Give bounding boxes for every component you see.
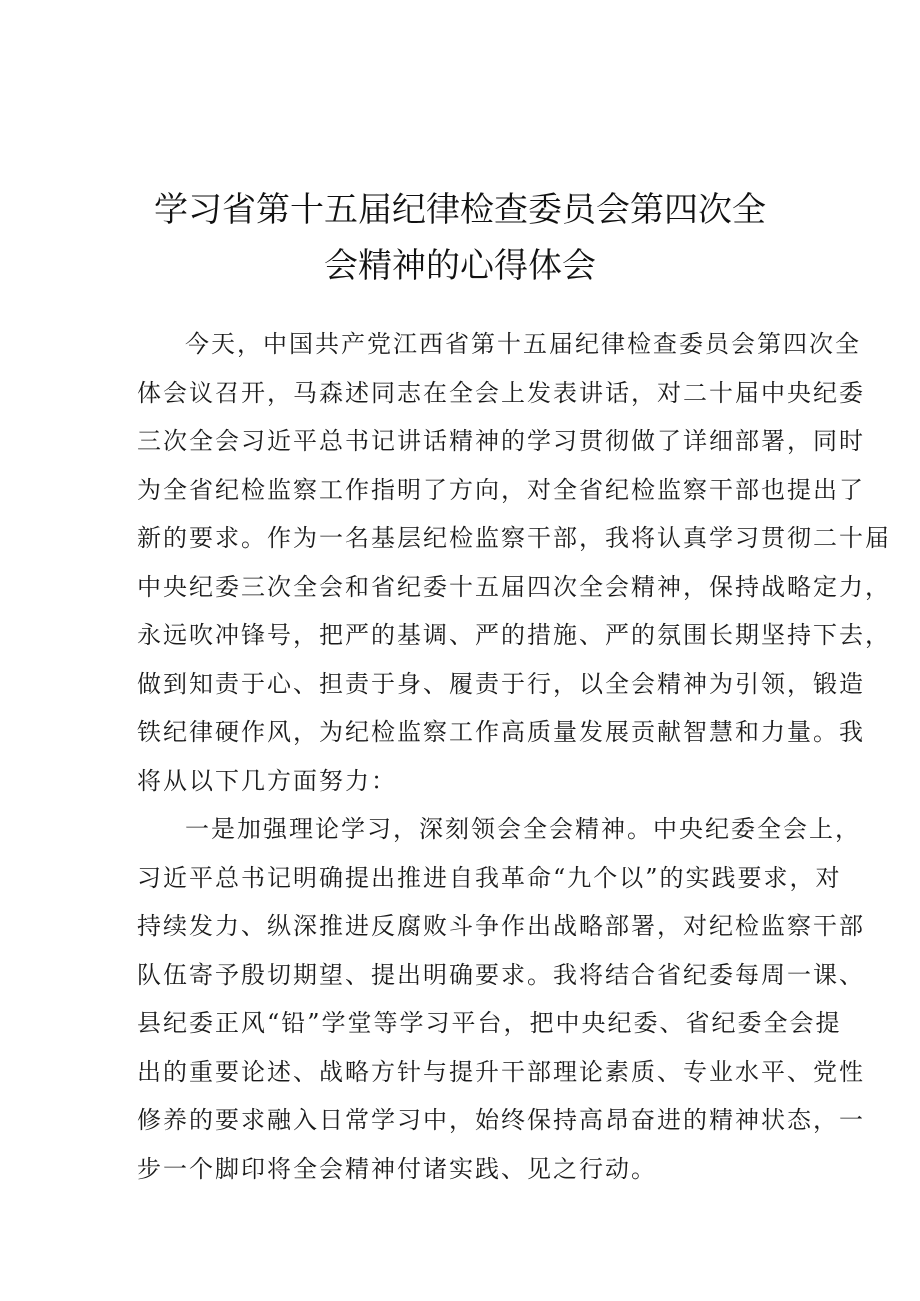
text-line: 中央纪委三次全会和省纪委十五届四次全会精神，保持战略定力， (137, 572, 891, 601)
text-line: 为全省纪检监察工作指明了方向，对全省纪检监察干部也提出了 (137, 475, 865, 504)
text-line: 铁纪律硬作风，为纪检监察工作高质量发展贡献智慧和力量。我 (137, 718, 865, 746)
text-line: 将从以下几方面努力： (137, 766, 397, 795)
document-title (120, 182, 800, 294)
paragraph-point-one (137, 805, 865, 1193)
text-line: 步一个脚印将全会精神付诸实践、见之行动。 (137, 1154, 657, 1183)
text-line: 做到知责于心、担责于身、履责于行，以全会精神为引领，锻造 (137, 669, 865, 698)
title-line: 会精神的心得体会 (324, 246, 596, 286)
text-line: 队伍寄予殷切期望、提出明确要求。我将结合省纪委每周一课、 (137, 960, 865, 989)
text-line: 今天，中国共产党江西省第十五届纪律检查委员会第四次全 (185, 330, 861, 358)
text-line: 出的重要论述、战略方针与提升干部理论素质、专业水平、党性 (137, 1057, 865, 1086)
text-line: 一是加强理论学习，深刻领会全会精神。中央纪委全会上， (185, 815, 861, 843)
title-line: 学习省第十五届纪律检查委员会第四次全 (154, 190, 766, 230)
text-line: 体会议召开，马森述同志在全会上发表讲话，对二十届中央纪委 (137, 378, 865, 407)
paragraph-intro (137, 320, 891, 805)
text-line: 三次全会习近平总书记讲话精神的学习贯彻做了详细部署，同时 (137, 427, 865, 455)
text-line: 持续发力、纵深推进反腐败斗争作出战略部署，对纪检监察干部 (137, 912, 865, 940)
text-line: 永远吹冲锋号，把严的基调、严的措施、严的氛围长期坚持下去， (137, 621, 891, 649)
text-line: 习近平总书记明确提出推进自我革命“九个以”的实践要求，对 (137, 863, 842, 892)
text-line: 新的要求。作为一名基层纪检监察干部，我将认真学习贯彻二十届 (137, 524, 891, 552)
document-body (137, 320, 891, 1193)
text-line: 修养的要求融入日常学习中，始终保持高昂奋进的精神状态，一 (137, 1106, 865, 1134)
text-line: 县纪委正风“铅”学堂等学习平台，把中央纪委、省纪委全会提 (137, 1009, 842, 1037)
